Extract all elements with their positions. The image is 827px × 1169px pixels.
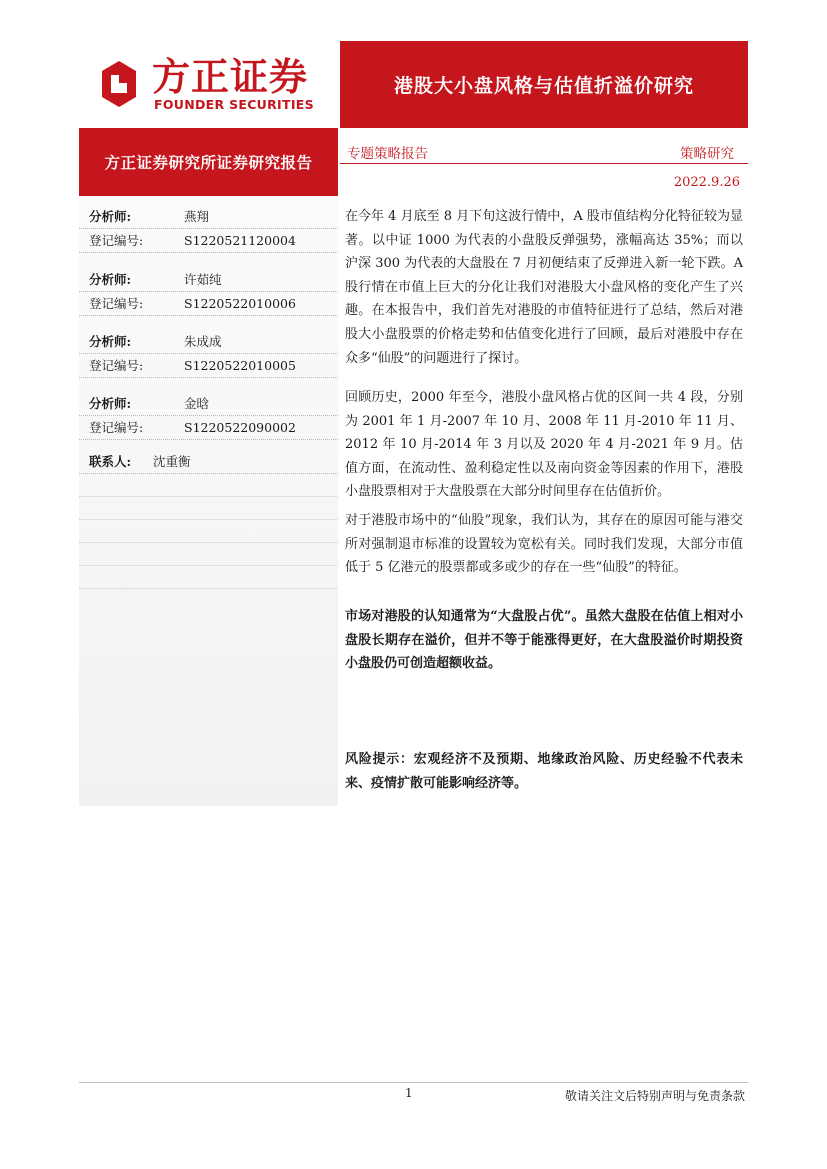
divider bbox=[79, 542, 338, 543]
registration-label: 登记编号: bbox=[89, 358, 144, 373]
analyst-role-label: 分析师: bbox=[89, 272, 132, 287]
analyst-role-label: 分析师: bbox=[89, 334, 132, 349]
analyst-block bbox=[79, 205, 338, 253]
analyst-role-label: 分析师: bbox=[89, 209, 132, 224]
contact-name: 沈重衡 bbox=[153, 454, 191, 469]
disclaimer-note: 敬请关注文后特别声明与免责条款 bbox=[565, 1089, 746, 1103]
divider bbox=[79, 496, 338, 497]
summary-paragraph: 对于港股市场中的“仙股”现象，我们认为，其存在的原因可能与港交所对强制退市标准的设置较为宽松有关。同时我们发现，大部分市值低于 5 亿港元的股票都或多或少的存在一些“仙股”的特征。 bbox=[345, 513, 743, 576]
summary-paragraph: 回顾历史，2000 年至今，港股小盘风格占优的区间一共 4 段，分别为 2001 年 1 月-2007 年 10 月、2008 年 11 月-2010 年 11 月、2012 年 10 月-2014 年 3 月以及 2020 年 4 月-2021 年 9 月。估值方面，在流动性、盈利稳定性以及南向资金等因素的作用下，港股小盘股票相对于大盘股票在大部分时间里存在估值折价。 bbox=[345, 390, 743, 500]
report-title-bar bbox=[340, 41, 748, 128]
registration-number: S1220522090002 bbox=[184, 420, 296, 435]
report-category: 策略研究 bbox=[680, 146, 734, 162]
contact-label: 联系人: bbox=[89, 454, 132, 469]
analyst-name: 燕翔 bbox=[184, 209, 210, 224]
company-logo bbox=[94, 57, 324, 117]
page-number: 1 bbox=[405, 1086, 413, 1100]
registration-number: S1220522010006 bbox=[184, 296, 296, 311]
key-conclusion: 市场对港股的认知通常为“大盘股占优”。虽然大盘股在估值上相对小盘股长期存在溢价，但并不等于能涨得更好，在大盘股溢价时期投资小盘股仍可创造超额收益。 bbox=[345, 609, 743, 672]
registration-number: S1220522010005 bbox=[184, 358, 296, 373]
risk-warning: 风险提示：宏观经济不及预期、地缘政治风险、历史经验不代表未来、疫情扩散可能影响经济等。 bbox=[345, 752, 743, 791]
founder-logo-mark-icon bbox=[94, 59, 144, 109]
footer-divider bbox=[79, 1082, 748, 1083]
registration-label: 登记编号: bbox=[89, 233, 144, 248]
analyst-role-label: 分析师: bbox=[89, 396, 132, 411]
research-banner: 方正证券研究所证券研究报告 bbox=[79, 128, 338, 196]
analyst-name: 许茹纯 bbox=[184, 272, 222, 287]
logo-english-name: FOUNDER SECURITIES bbox=[154, 97, 314, 112]
divider bbox=[79, 565, 338, 566]
contact-row bbox=[79, 450, 338, 474]
report-date: 2022.9.26 bbox=[673, 175, 740, 190]
analyst-block bbox=[79, 392, 338, 440]
header-divider bbox=[340, 163, 748, 164]
divider bbox=[79, 588, 338, 589]
divider bbox=[79, 519, 338, 520]
analyst-name: 金晗 bbox=[184, 396, 210, 411]
analyst-block bbox=[79, 330, 338, 378]
registration-label: 登记编号: bbox=[89, 420, 144, 435]
summary-paragraph: 在今年 4 月底至 8 月下旬这波行情中，A 股市值结构分化特征较为显著。以中证 1000 为代表的小盘股反弹强势，涨幅高达 35%；而以沪深 300 为代表的大盘股在 7 月初便结束了反弹进入新一轮下跌。A 股行情在市值上巨大的分化让我们对港股大小盘风格的变化产生了兴趣。在本报告中，我们首先对港股的市值特征进行了总结，然后对港股大小盘股票的价格走势和估值变化进行了回顾，最后对港股中存在众多“仙股”的问题进行了探讨。 bbox=[345, 209, 743, 366]
analyst-name: 朱成成 bbox=[184, 334, 222, 349]
analyst-block bbox=[79, 268, 338, 316]
registration-label: 登记编号: bbox=[89, 296, 144, 311]
registration-number: S1220521120004 bbox=[184, 233, 296, 248]
report-title: 港股大小盘风格与估值折溢价研究 bbox=[393, 75, 694, 97]
logo-chinese-name: 方正证券 bbox=[152, 55, 309, 99]
report-type: 专题策略报告 bbox=[347, 146, 428, 162]
